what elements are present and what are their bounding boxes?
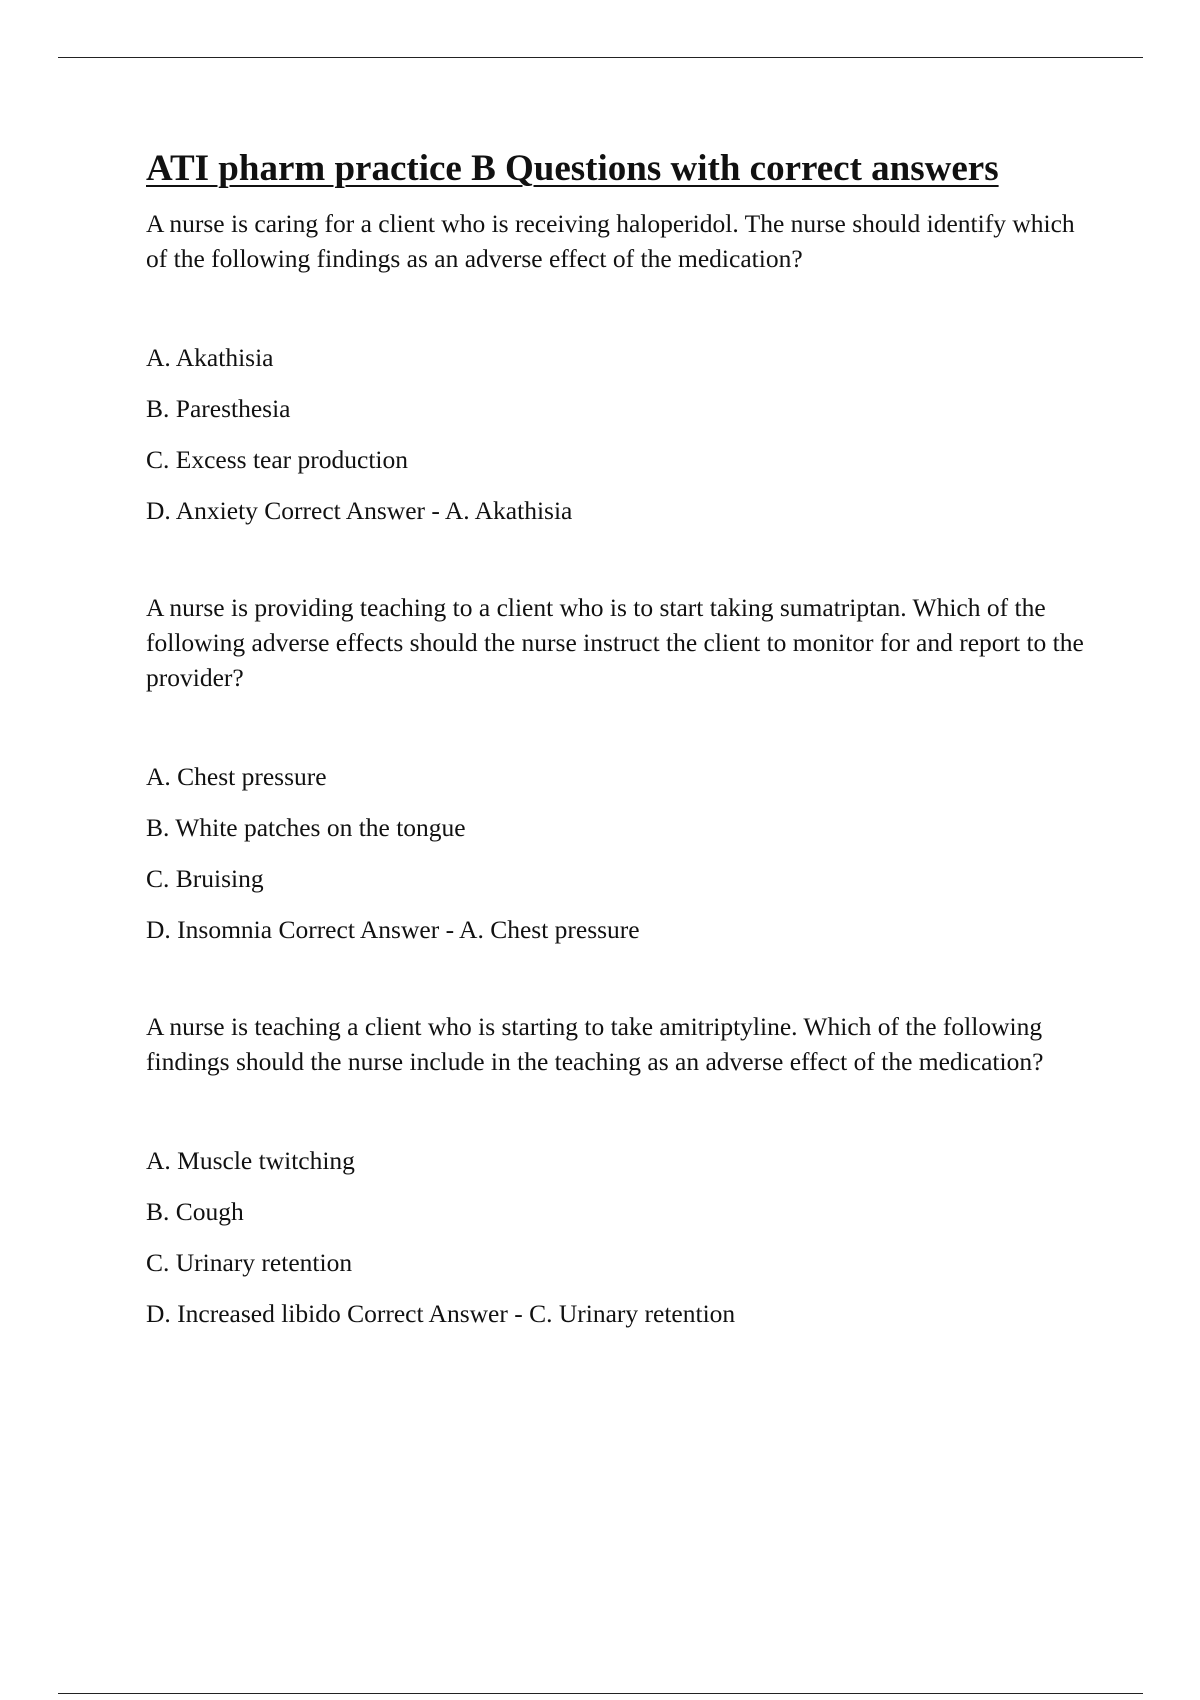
answer-option-c: C. Urinary retention xyxy=(146,1248,353,1277)
question-3 xyxy=(146,1009,1086,1331)
answer-option-b: B. White patches on the tongue xyxy=(146,813,466,842)
answer-option-b: B. Paresthesia xyxy=(146,394,291,423)
answer-option-a: A. Akathisia xyxy=(146,343,274,372)
answer-option-a: A. Muscle twitching xyxy=(146,1146,355,1175)
answer-option-d-with-correct-answer: D. Increased libido Correct Answer - C. Urinary retention xyxy=(146,1299,736,1328)
header-rule xyxy=(58,57,1143,58)
question-stem: A nurse is caring for a client who is receiving haloperidol. The nurse should identify which of the following findings as an adverse effect of the medication? xyxy=(146,209,1075,273)
answer-option-b: B. Cough xyxy=(146,1197,244,1226)
answer-option-a: A. Chest pressure xyxy=(146,762,327,791)
question-1 xyxy=(146,206,1086,528)
answer-option-d-with-correct-answer: D. Anxiety Correct Answer - A. Akathisia xyxy=(146,496,573,525)
question-2 xyxy=(146,590,1086,947)
question-stem: A nurse is providing teaching to a client who is to start taking sumatriptan. Which of the following adverse effects should the nurse instruct the client to monitor for and report to the provider? xyxy=(146,593,1084,692)
answer-option-d-with-correct-answer: D. Insomnia Correct Answer - A. Chest pressure xyxy=(146,915,640,944)
footer-rule xyxy=(58,1693,1143,1694)
document-body xyxy=(146,146,1086,1393)
answer-option-c: C. Bruising xyxy=(146,864,264,893)
document-title: ATI pharm practice B Questions with correct answers xyxy=(146,148,999,189)
question-stem: A nurse is teaching a client who is starting to take amitriptyline. Which of the following findings should the nurse include in the teaching as an adverse effect of the medication? xyxy=(146,1012,1044,1076)
answer-option-c: C. Excess tear production xyxy=(146,445,409,474)
